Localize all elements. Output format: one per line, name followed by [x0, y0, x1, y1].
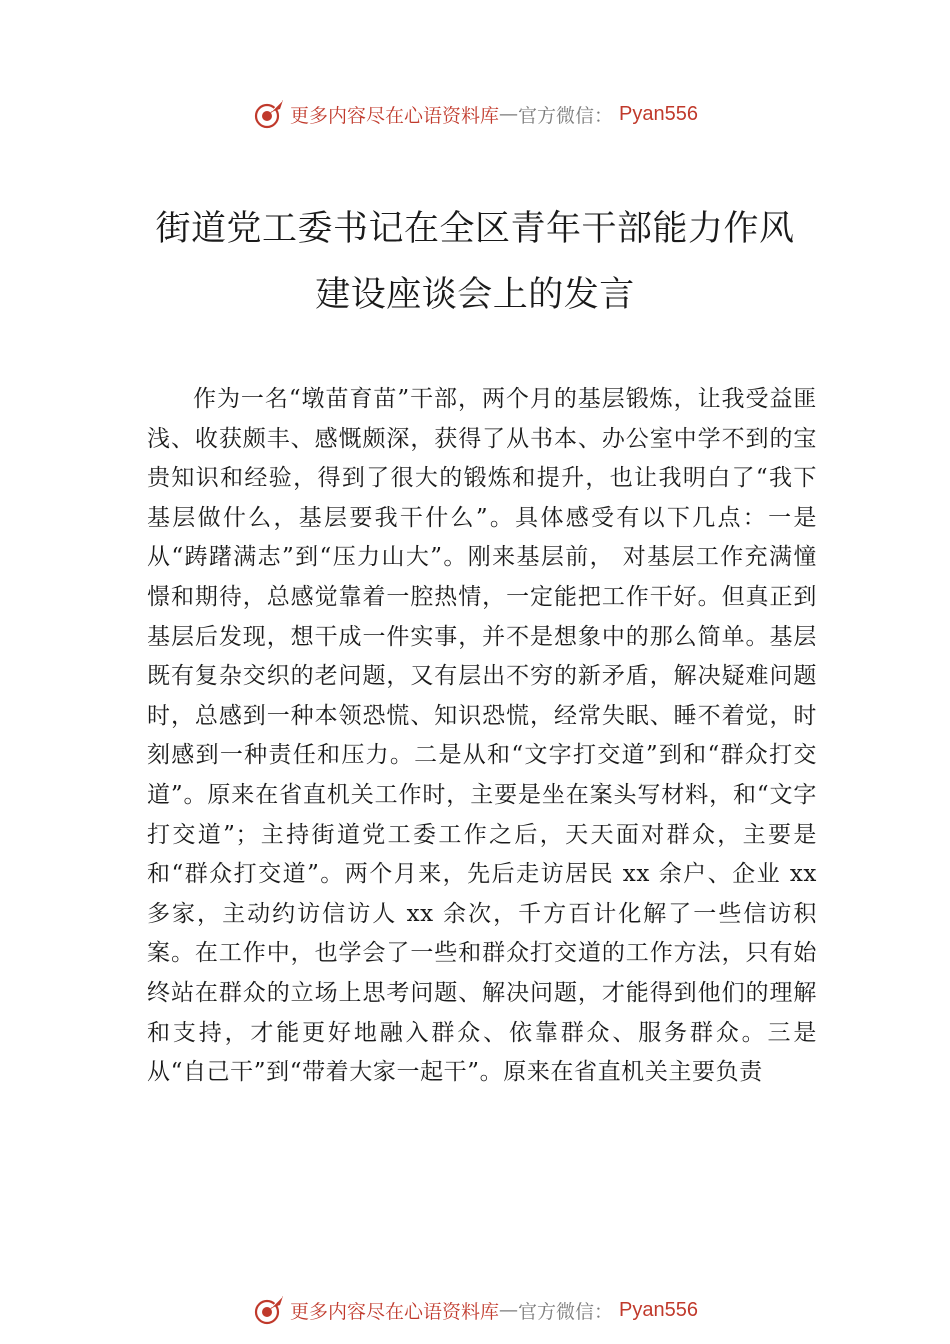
footer-wechat-id: Pyan556 — [619, 1298, 698, 1321]
header-separator: — — [499, 103, 519, 125]
header-wechat-id: Pyan556 — [619, 102, 698, 125]
header-brand-text: 更多内容尽在心语资料库 — [290, 104, 500, 127]
header-wechat-label: 官方微信： — [518, 104, 614, 127]
document-title: 街道党工委书记在全区青年干部能力作风建设座谈会上的发言 — [155, 209, 795, 315]
footer-brand-text: 更多内容尽在心语资料库 — [290, 1300, 500, 1323]
footer-wechat-label: 官方微信： — [518, 1300, 614, 1323]
quill-pen-logo-icon — [252, 1293, 286, 1327]
document-paragraph: 作为一名“墩苗育苗”干部，两个月的基层锻炼，让我受益匪浅、收获颇丰、感慨颇深，获得了从书本、办公室中学不到的宝贵知识和经验，得到了很大的锻炼和提升，也让我明白了“我下基层做什么，基层要我干什么”。具体感受有以下几点：一是从“踌躇满志”到“压力山大”。刚来基层前， 对基层工作充满憧憬和期待，总感觉靠着一腔热情，一定能把工作干好。但真正到基层后发现，想干成一件实事，并不是想象中的那么简单。基层既有复杂交织的老问题，又有层出不穷的新矛盾，解决疑难问题时，总感到一种本领恐慌、知识恐慌，经常失眠、睡不着觉，时刻感到一种责任和压力。二是从和“文字打交道”到和“群众打交道”。原来在省直机关工作时，主要是坐在案头写材料，和“文字打交道”；主持街道党工委工作之后，天天面对群众，主要是和“群众打交道”。两个月来，先后走访居民 xx 余户、企业 xx 多家，主动约访信访人 xx 余次，千方百计化解了一些信访积案。在工作中，也学会了一些和群众打交道的工作方法，只有始终站在群众的立场上思考问题、解决问题，才能得到他们的理解和支持，才能更好地融入群众、依靠群众、服务群众。三是从“自己干”到“带着大家一起干”。原来在省直机关主要负责 — [147, 386, 817, 1086]
footer-separator: — — [499, 1299, 519, 1321]
footer-banner — [0, 1290, 950, 1330]
header-banner — [0, 94, 950, 134]
quill-pen-logo-icon — [252, 97, 286, 131]
